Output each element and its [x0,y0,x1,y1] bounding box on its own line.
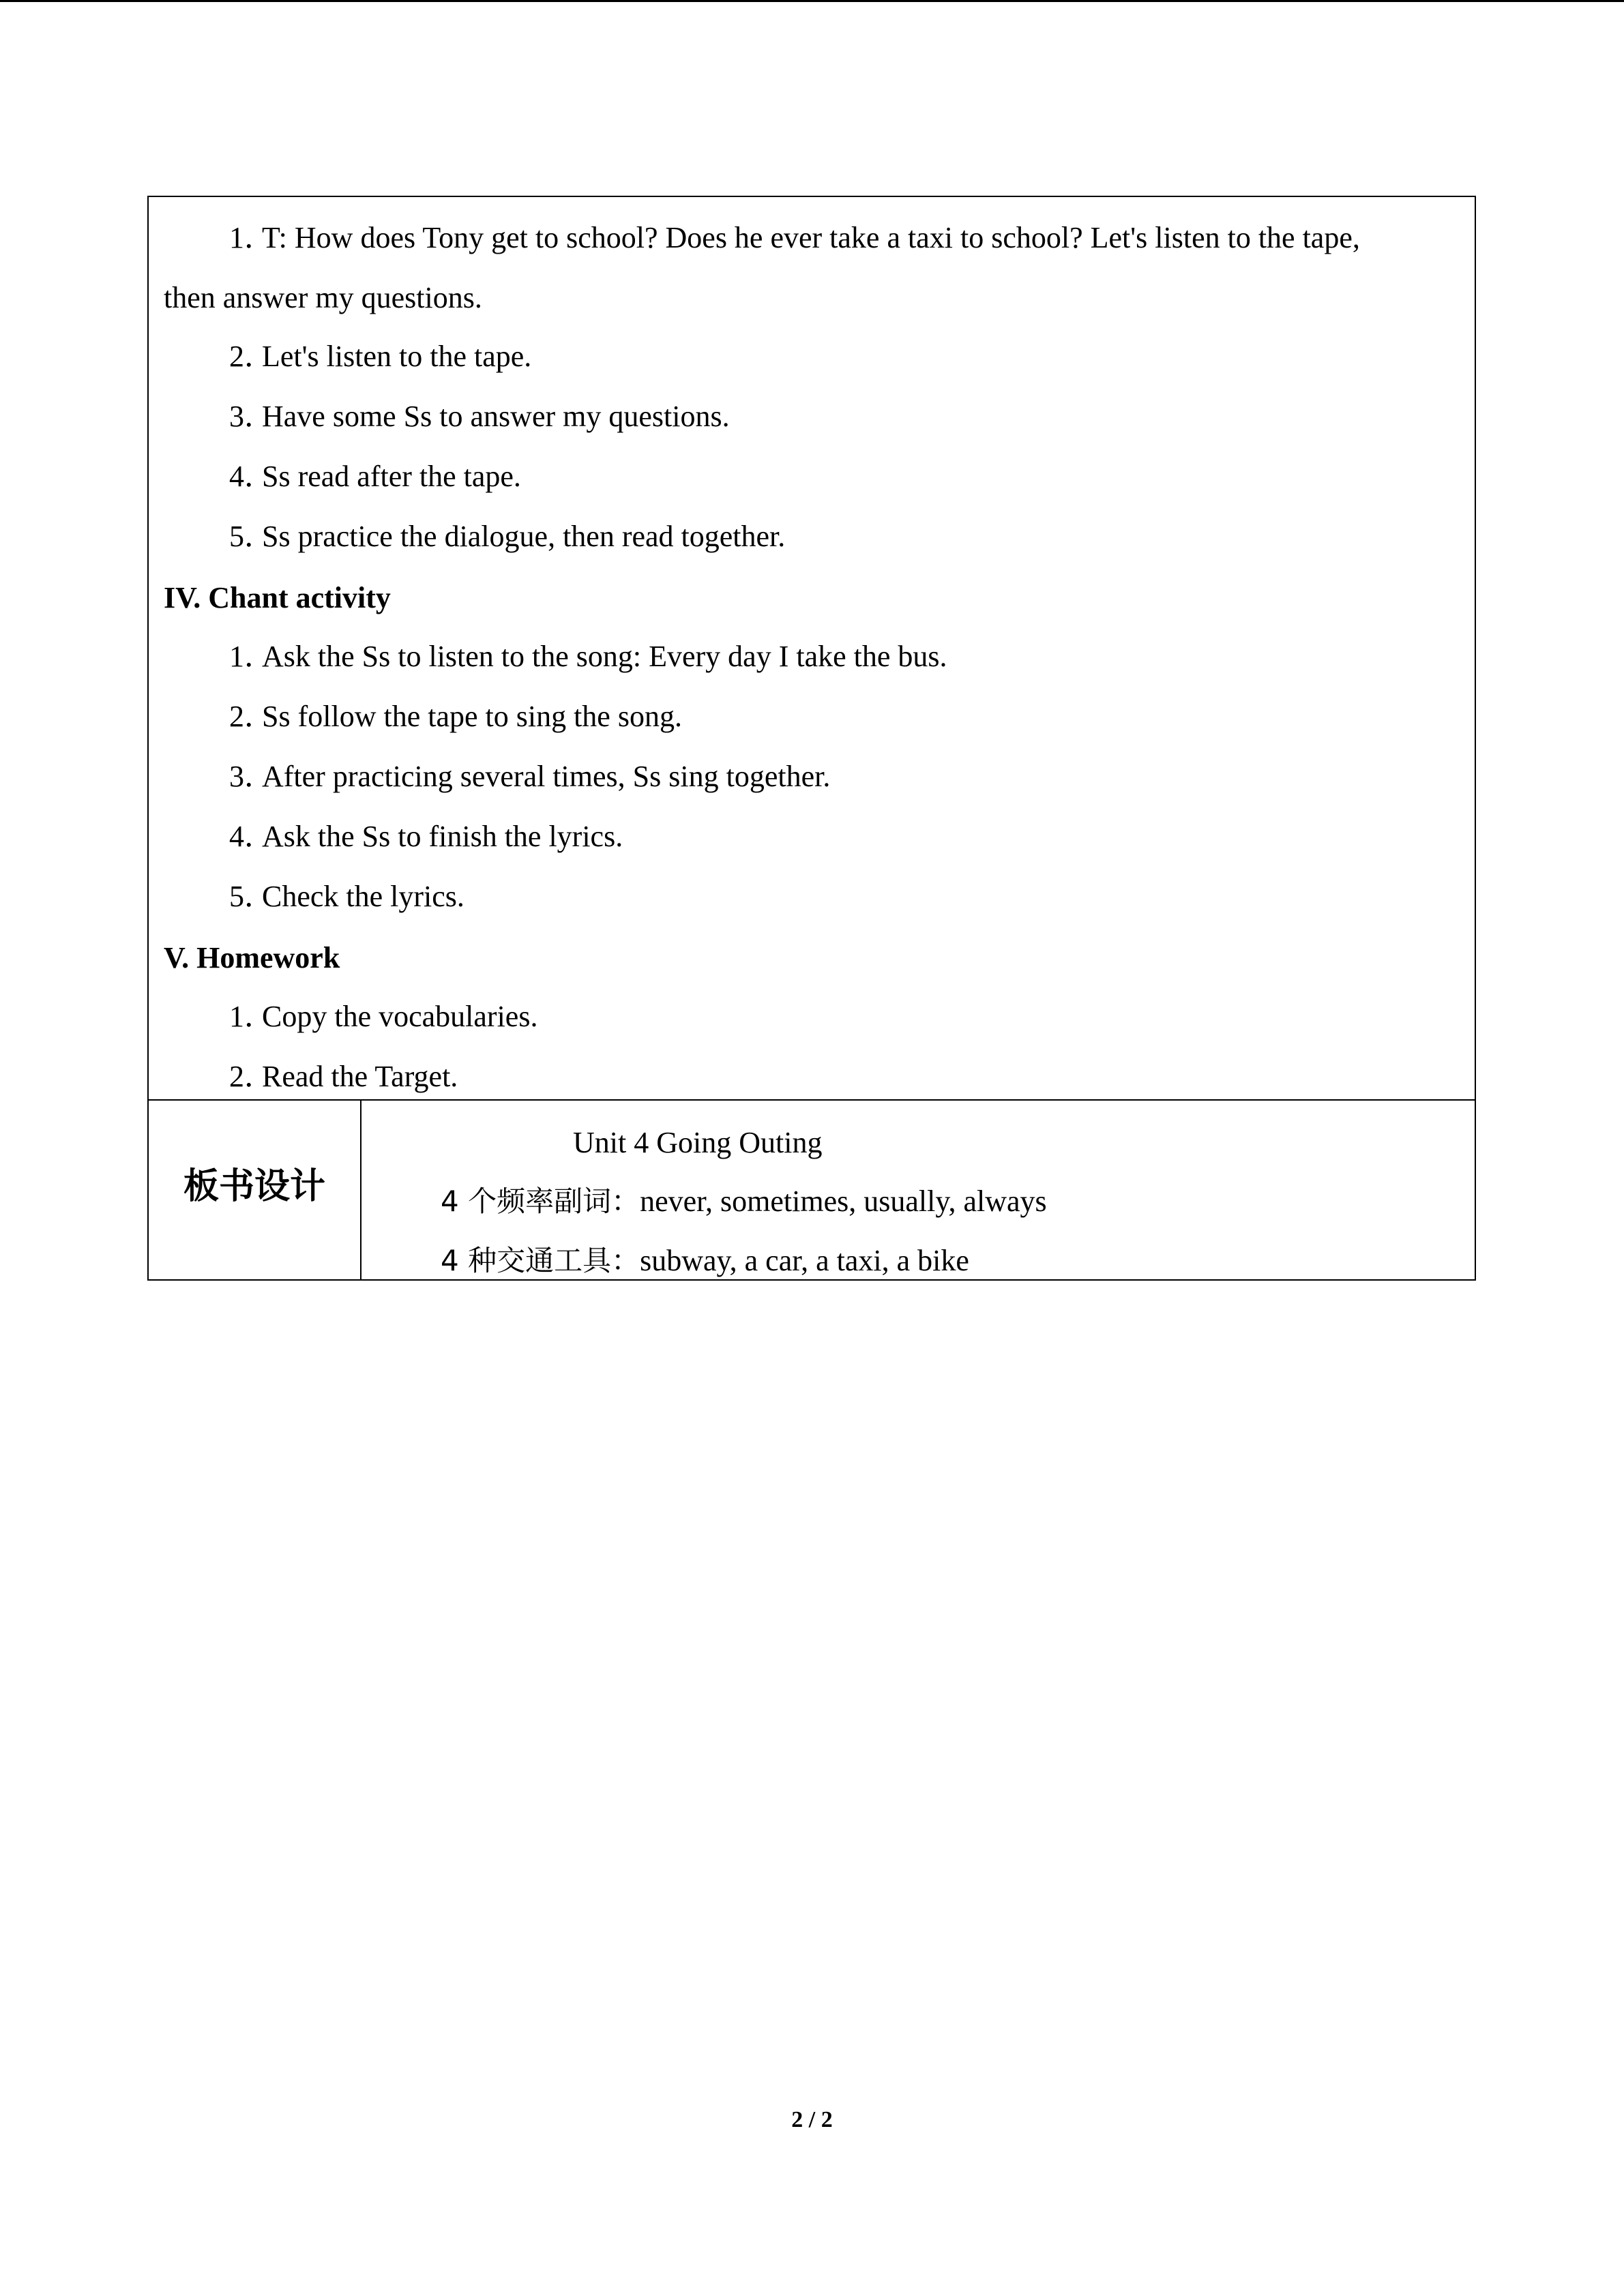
item-number: 1． [229,640,274,673]
item-number: 2． [229,340,274,373]
board-line-text: never, sometimes, usually, always [640,1184,1047,1218]
procedure-item-3 [229,402,730,432]
item-number: 1． [229,221,274,254]
item-text: Ss read after the tape. [262,460,521,493]
item-text: Ss practice the dialogue, then read together. [262,520,786,553]
procedure-item-2 [229,342,531,372]
item-text: then answer my questions. [164,281,482,314]
item-text: Ask the Ss to finish the lyrics. [262,820,623,853]
board-design-content-cell [361,1101,1475,1279]
page-number: 2 / 2 [791,2107,833,2132]
item-text: T: How does Tony get to school? Does he ever take a taxi to school? Let's listen to the tape, [262,221,1360,254]
homework-item-2 [229,1062,458,1092]
item-number: 3． [229,760,274,793]
board-line-label: 4 种交通工具： [441,1244,640,1277]
item-number: 4． [229,460,274,493]
board-line-adverbs [441,1184,1047,1218]
board-design-label-cell [149,1101,361,1279]
item-number: 1． [229,1000,274,1033]
chant-item-5 [229,882,464,912]
procedure-item-1 [229,223,1360,253]
board-line-label: 4 个频率副词： [441,1184,640,1218]
top-border-rule [0,0,1624,2]
chant-item-4 [229,822,623,852]
item-number: 5． [229,880,274,913]
chant-item-2 [229,702,682,732]
item-number: 5． [229,520,274,553]
procedure-item-4 [229,462,521,492]
board-title: Unit 4 Going Outing [573,1126,823,1159]
procedure-cell [147,196,1476,1099]
chant-item-1 [229,642,947,672]
lesson-plan-table [147,196,1476,1281]
item-text: Let's listen to the tape. [262,340,532,373]
item-number: 3． [229,400,274,433]
chant-item-3 [229,762,830,792]
item-number: 4． [229,820,274,853]
item-text: Copy the vocabularies. [262,1000,538,1033]
item-number: 2． [229,700,274,733]
item-text: Read the Target. [262,1060,458,1093]
homework-item-1 [229,1002,537,1032]
board-line-text: subway, a car, a taxi, a bike [640,1244,969,1277]
board-design-row [147,1099,1476,1281]
item-text: Ask the Ss to listen to the song: Every day I take the bus. [262,640,947,673]
homework-heading: V. Homework [164,941,340,974]
procedure-item-1-continued [164,283,482,313]
item-text: Ss follow the tape to sing the song. [262,700,682,733]
item-number: 2． [229,1060,274,1093]
item-text: Have some Ss to answer my questions. [262,400,730,433]
board-design-label: 板书设计 [183,1166,325,1207]
chant-heading: IV. Chant activity [164,581,391,614]
board-line-transport [441,1246,969,1276]
item-text: After practicing several times, Ss sing together. [262,760,831,793]
item-text: Check the lyrics. [262,880,464,913]
procedure-item-5 [229,522,785,552]
